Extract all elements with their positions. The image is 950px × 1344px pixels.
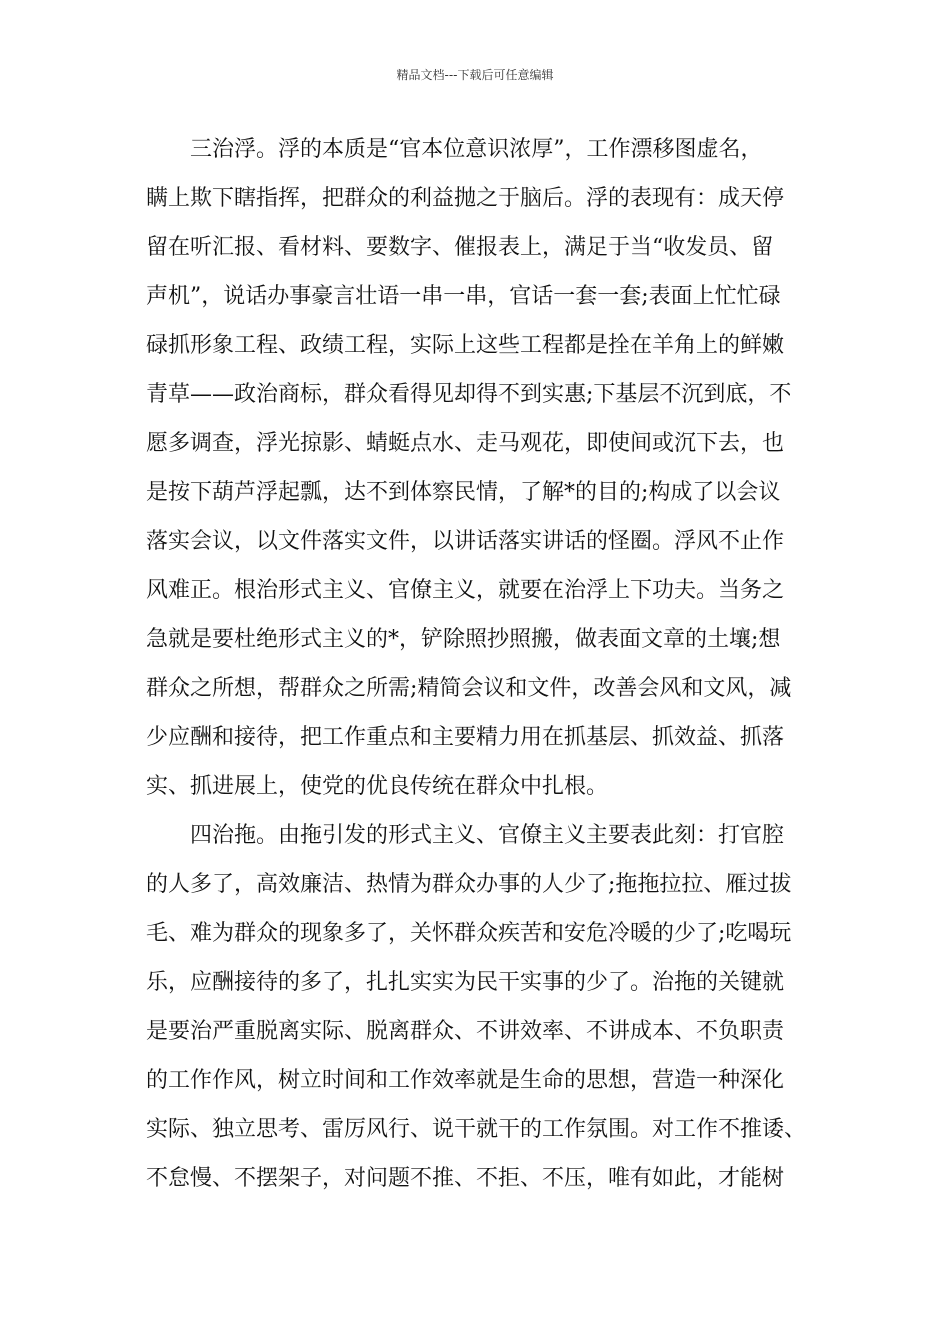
text-line: 留在听汇报、看材料、要数字、催报表上，满足于当“收发员、留 [146, 235, 774, 260]
text-line: 少应酬和接待，把工作重点和主要精力用在抓基层、抓效益、抓落 [146, 725, 785, 750]
text-line: 风难正。根治形式主义、官僚主义，就要在治浮上下功夫。当务之 [146, 578, 785, 603]
text-line: 是按下葫芦浮起瓢，达不到体察民情，了解*的目的;构成了以会议 [146, 480, 781, 505]
text-line: 愿多调查，浮光掠影、蜻蜓点水、走马观花，即使间或沉下去，也 [146, 431, 785, 456]
text-line: 青草——政治商标，群众看得见却得不到实惠;下基层不沉到底，不 [146, 382, 792, 407]
text-line: 碌抓形象工程、政绩工程，实际上这些工程都是拴在羊角上的鲜嫩 [146, 333, 785, 358]
text-line: 瞒上欺下瞎指挥，把群众的利益抛之于脑后。浮的表现有：成天停 [146, 186, 785, 211]
text-line: 的人多了，高效廉洁、热情为群众办事的人少了;拖拖拉拉、雁过拔 [146, 872, 792, 897]
text-line: 三治浮。浮的本质是“官本位意识浓厚”，工作漂移图虚名， [190, 137, 763, 162]
text-line: 落实会议，以文件落实文件，以讲话落实讲话的怪圈。浮风不止作 [146, 529, 785, 554]
text-line: 声机”，说话办事豪言壮语一串一串，官话一套一套;表面上忙忙碌 [146, 284, 781, 309]
text-line: 不怠慢、不摆架子，对问题不推、不拒、不压，唯有如此，才能树 [146, 1166, 785, 1191]
text-line: 是要治严重脱离实际、脱离群众、不讲效率、不讲成本、不负职责 [146, 1019, 785, 1044]
text-line: 的工作作风，树立时间和工作效率就是生命的思想，营造一种深化 [146, 1068, 785, 1093]
page-header: 精品文档---下载后可任意编辑 [396, 68, 554, 82]
text-line: 毛、难为群众的现象多了，关怀群众疾苦和安危冷暖的少了;吃喝玩 [146, 921, 792, 946]
text-line: 乐，应酬接待的多了，扎扎实实为民干实事的少了。治拖的关键就 [146, 970, 785, 995]
text-line: 群众之所想，帮群众之所需;精简会议和文件，改善会风和文风，减 [146, 676, 792, 701]
text-line: 四治拖。由拖引发的形式主义、官僚主义主要表此刻：打官腔 [190, 823, 785, 848]
text-line: 实、抓进展上，使党的优良传统在群众中扎根。 [146, 774, 609, 799]
text-line: 急就是要杜绝形式主义的*，铲除照抄照搬，做表面文章的土壤;想 [146, 627, 781, 652]
text-line: 实际、独立思考、雷厉风行、说干就干的工作氛围。对工作不推诿、 [146, 1117, 807, 1142]
